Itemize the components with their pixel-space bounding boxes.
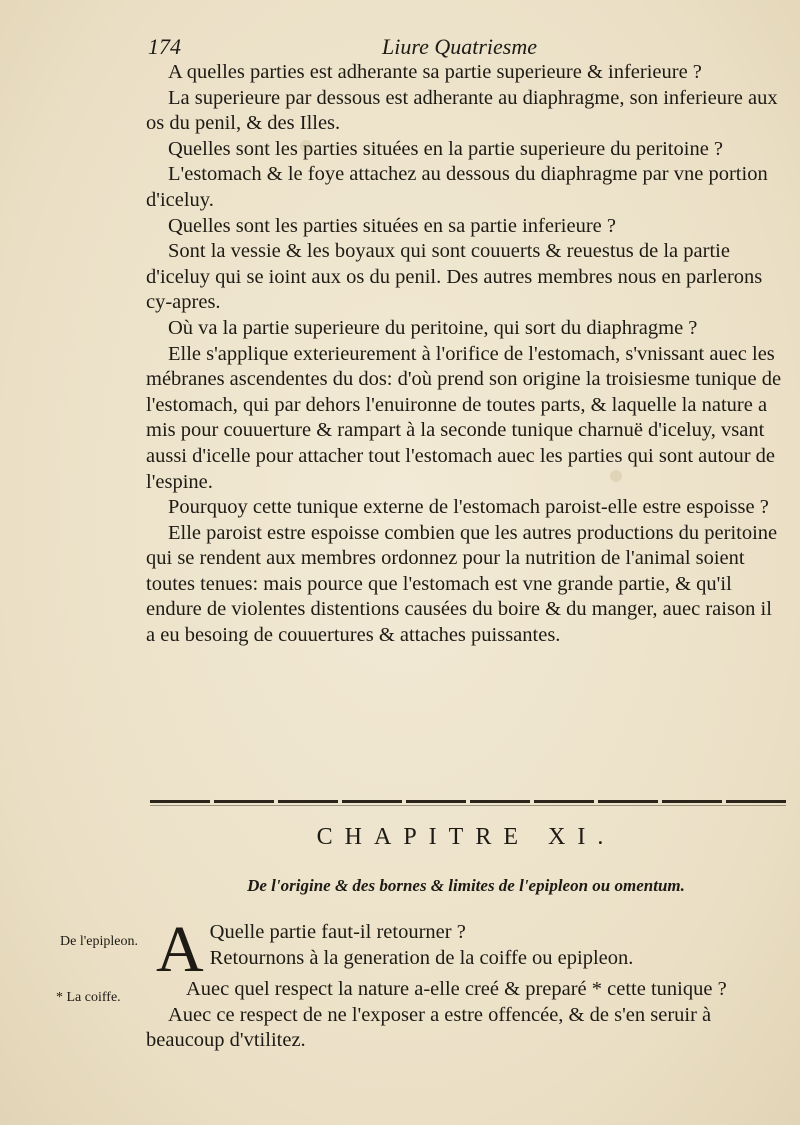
answer-paragraph: Elle paroist estre espoisse combien que les autres productions du peritoine qui se rendent aux membres ordonnez pour la nutrition de l'animal soient toutes tenues: mais pource que l'estomach est vne grande partie, & qu'il endure de violentes distentions causées du boire & du manger, auec raison il a eu besoing de couuertures & attaches puissantes. — [146, 521, 778, 647]
drop-capital: A — [156, 913, 204, 986]
running-title: Liure Quatriesme — [382, 34, 538, 59]
answer-paragraph: L'estomach & le foye attachez au dessous du diaphragme par vne portion d'iceluy. — [146, 163, 768, 211]
ornamental-rule — [150, 800, 786, 803]
margin-note: * La coiffe. — [56, 990, 121, 1005]
answer-paragraph: Sont la vessie & les boyaux qui sont couuerts & reuestus de la partie d'iceluy qui se ioint aux os du penil. Des autres membres nous en parlerons cy-apres. — [146, 240, 763, 314]
question-paragraph: Quelles sont les parties situées en la partie superieure du peritoine ? — [168, 137, 724, 160]
question-paragraph: Pourquoy cette tunique externe de l'estomach paroist-elle estre espoisse ? — [168, 496, 769, 519]
margin-note: De l'epipleon. — [60, 934, 138, 949]
question-line: Quelle partie faut-il retourner ? — [209, 921, 466, 943]
page-number: 174 — [148, 34, 181, 59]
question-paragraph: A quelles parties est adherante sa partie superieure & inferieure ? — [168, 61, 702, 83]
question-line: Auec quel respect la nature a-elle creé & preparé * cette tunique ? — [186, 978, 727, 1000]
question-paragraph: Quelles sont les parties situées en sa partie inferieure ? — [168, 214, 616, 237]
answer-paragraph: La superieure par dessous est adherante au diaphragme, son inferieure aux os du penil, & des Illes. — [146, 86, 778, 135]
question-paragraph: Où va la partie superieure du peritoine, qui sort du diaphragme ? — [168, 316, 698, 339]
page-header — [148, 34, 648, 62]
ornamental-rule-shadow — [150, 805, 786, 806]
answer-line: Auec ce respect de ne l'exposer a estre offencée, & de s'en seruir à beaucoup d'vtilitez. — [146, 1003, 712, 1052]
chapter-subtitle: De l'origine & des bornes & limites de l'epipleon ou omentum. — [247, 876, 685, 895]
chapter-section — [146, 913, 786, 1054]
chapter-heading: CHAPITRE XI. — [316, 824, 616, 850]
main-text — [146, 60, 786, 649]
answer-paragraph: Elle s'applique exterieurement à l'orifice de l'estomach, s'vnissant auec les mébranes ascendentes du dos: d'où prend son origine la troisiesme tunique de l'estomach, qui par dehors l'enuironne de toutes parts, & laquelle la nature a mis pour couuerture & rampart à la seconde tunique charnuë d'iceluy, vsant aussi d'icelle pour attacher tout l'estomach auec les parties qui sont autour de l'espine. — [146, 342, 782, 493]
answer-line: Retournons à la generation de la coiffe ou epipleon. — [209, 946, 634, 969]
